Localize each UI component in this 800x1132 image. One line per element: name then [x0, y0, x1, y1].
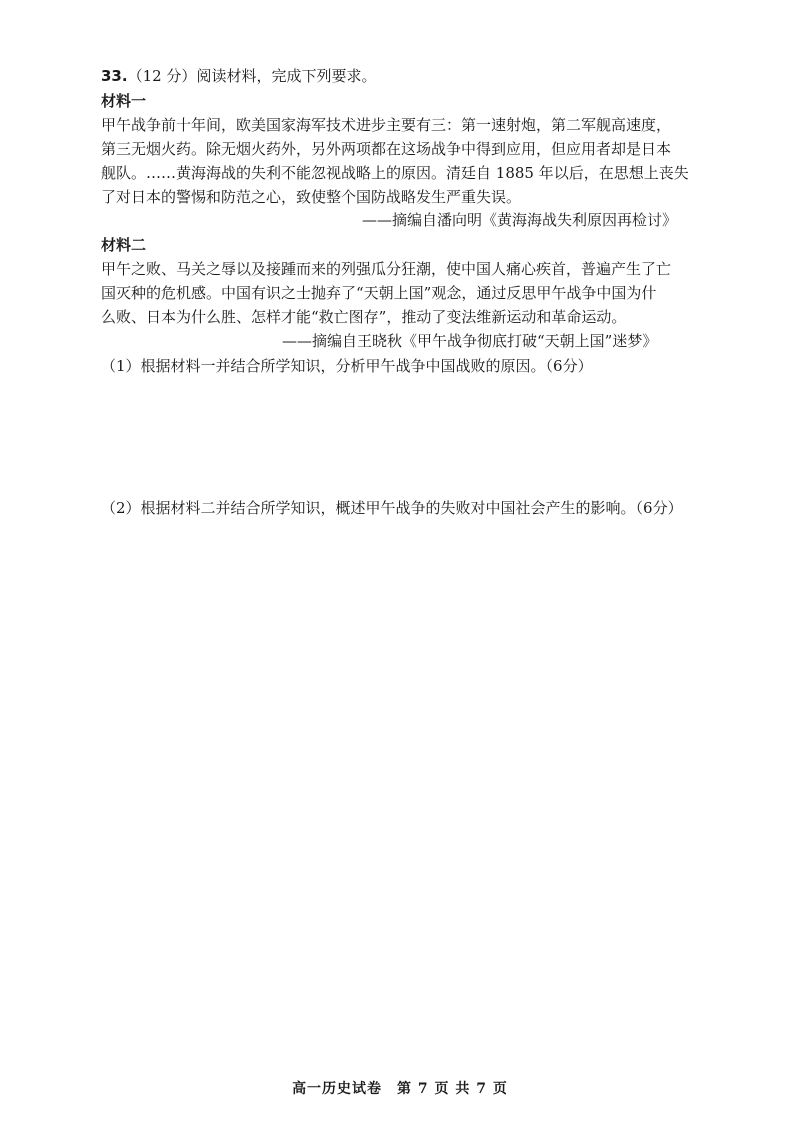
material2-line: 么败、日本为什么胜、怎样才能“救亡图存”，推动了变法维新运动和革命运动。 [101, 308, 627, 326]
material2-heading: 材料二 [101, 236, 147, 254]
material1-line: 了对日本的警惕和防范之心，致使整个国防战略发生严重失误。 [101, 188, 522, 206]
question-header [101, 66, 376, 86]
material2-line: 国灭种的危机感。中国有识之士抛弃了“天朝上国”观念，通过反思甲午战争中国为什 [101, 284, 657, 302]
material1-line: 舰队。……黄海海战的失利不能忽视战略上的原因。清廷自 1885 年以后，在思想上丧失 [101, 164, 689, 182]
material2-line: 甲午之败、马关之辱以及接踵而来的列强瓜分狂潮，使中国人痛心疾首，普遍产生了亡 [101, 260, 672, 278]
subquestion-2: （2）根据材料二并结合所学知识，概述甲午战争的失败对中国社会产生的影响。（6分） [101, 499, 683, 517]
question-instruction: 阅读材料，完成下列要求。 [196, 67, 377, 85]
material1-line: 甲午战争前十年间，欧美国家海军技术进步主要有三：第一速射炮，第二军舰高速度， [101, 116, 672, 134]
material1-heading: 材料一 [101, 92, 147, 110]
material1-source: ——摘编自潘向明《黄海海战失利原因再检讨》 [362, 211, 678, 229]
material1-line: 第三无烟火药。除无烟火药外，另外两项都在这场战争中得到应用，但应用者却是日本 [101, 140, 672, 158]
question-score: （12 分） [127, 67, 197, 85]
question-number: 33. [101, 67, 128, 85]
subquestion-1: （1）根据材料一并结合所学知识，分析甲午战争中国战败的原因。（6分） [101, 357, 593, 375]
material2-source: ——摘编自王晓秋《甲午战争彻底打破“天朝上国”迷梦》 [282, 332, 658, 350]
page-footer: 高一历史试卷 第 7 页 共 7 页 [292, 1081, 508, 1097]
